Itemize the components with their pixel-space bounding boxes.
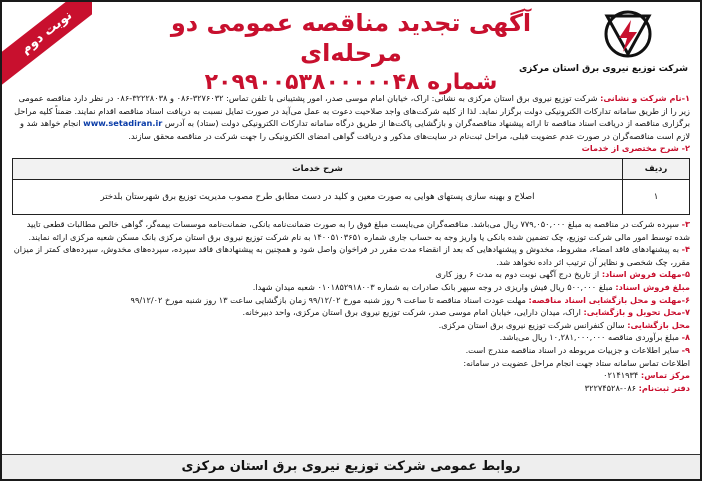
section-7-text: مهلت عودت اسناد مناقصه تا ساعت ۹ روز شنبه مورخ ۹۹/۱۲/۰۲ زمان بازگشایی ساعت ۱۳ روز شنبه مورخ ۹۹/۱۲/۰۲ (130, 294, 526, 305)
company-logo (518, 8, 688, 74)
section-8-label: ۷-محل تحویل و بازگشایی: (583, 307, 690, 318)
title-block (152, 8, 550, 98)
company-name: شرکت توزیع نیروی برق استان مرکزی (518, 64, 688, 74)
section-2 (12, 142, 690, 155)
section-4 (12, 243, 690, 268)
contact-center-label: مرکز تماس: (640, 370, 690, 381)
contact-center-value: ۰۲۱۴۱۹۳۴ (603, 370, 639, 381)
section-9-label: محل بازگشایی: (627, 319, 690, 330)
section-9 (12, 319, 690, 332)
section-9-text: سالن کنفرانس شرکت توزیع نیروی برق استان مرکزی. (438, 319, 625, 330)
contact-center (12, 369, 690, 381)
table-header-row (13, 158, 690, 179)
section-12-text: اطلاعات تماس سامانه ستاد جهت انجام مراحل عضویت در سامانه: (463, 357, 690, 368)
section-2-label: ۲- شرح مختصری از خدمات (581, 143, 690, 154)
section-12 (12, 357, 690, 370)
lightning-bolt-icon (599, 8, 657, 60)
registration-office-value: ۰۸۶-۳۲۲۷۴۵۲۸ (584, 382, 637, 393)
section-3 (12, 218, 690, 243)
col-header-index: ردیف (623, 158, 690, 179)
section-1-text-a: شرکت توزیع نیروی برق استان مرکزی به نشانی: اراک، خیابان امام موسی صدر، امور پشتیبانی با تلفن تماس: ۳۲۷۶۰۳۲-۰۸۶ و ۳۲۲۲۸۰۳۸-۰۸۶ در نظر دارد مناقصه عمومی زیر را از طریق سامانه تدارکات الکترونیکی دولت برگزار نماید. لذا از کلیه شرکت‌های واجد صلاحیت دعوت به عمل می‌آید در صورت تمایل نسبت به دریافت اسناد مناقصه اقدام نمایند. ضمناً کلیه مراحل برگزاری مناقصه از دریافت اسناد مناقصه تا ارائه پیشنهاد مناقصه‌گران و بازگشایی پاکت‌ها از طریق درگاه سامانه تدارکات الکترونیکی دولت (ستاد) به آدرس (14, 93, 690, 129)
notice-header (2, 2, 700, 95)
section-5-text: از تاریخ درج آگهی نوبت دوم به مدت ۶ روز کاری (435, 269, 600, 280)
section-6-label: مبلغ فروش اسناد: (615, 281, 690, 292)
notice-title: آگهی تجدید مناقصه عمومی دو مرحله‌ای (170, 9, 532, 67)
section-3-label: ۳- (681, 218, 690, 229)
col-header-description: شرح خدمات (13, 158, 623, 179)
section-5-label: ۵-مهلت فروش اسناد: (601, 269, 690, 280)
section-6-text: مبلغ ۵۰۰,۰۰۰ ریال فیش واریزی در وجه سپهر بانک صادرات به شماره ۰۱۰۱۸۵۲۹۱۸۰۰۳ شعبه میدان شهدا. (252, 281, 613, 292)
section-1-text-b: انجام خواهد شد و لازم است مناقصه‌گران در صورت عدم عضویت قبلی، مراحل ثبت‌نام در سایت‌های مذکور و دریافت گواهی امضای الکترونیکی را جهت شرکت در مناقصه محقق سازند. (20, 118, 690, 141)
section-5 (12, 268, 690, 281)
section-8-text: اراک، میدان دارایی، خیابان امام موسی صدر، شرکت توزیع نیروی برق استان مرکزی، واحد دبیرخانه. (242, 307, 581, 318)
table-row (13, 179, 690, 214)
setad-link[interactable]: www.setadiran.ir (83, 118, 163, 129)
section-11 (12, 344, 690, 357)
section-4-label: ۴- (681, 244, 690, 255)
section-10-label: ۸- (681, 332, 690, 343)
row-index: ۱ (623, 179, 690, 214)
registration-office-label: دفتر ثبت‌نام: (638, 382, 690, 393)
notice-body (2, 92, 700, 394)
section-11-text: سایر اطلاعات و جزییات مربوطه در اسناد مناقصه مندرج است. (465, 344, 679, 355)
public-relations-footer: روابط عمومی شرکت توزیع نیروی برق استان مرکزی (2, 454, 700, 479)
contact-info (12, 369, 690, 394)
tender-number: شماره ۲۰۹۹۰۰۵۳۸۰۰۰۰۰۴۸ (204, 70, 498, 95)
section-6 (12, 281, 690, 294)
round-ribbon: نوبت دوم (2, 2, 92, 89)
services-table (12, 158, 690, 215)
registration-office (12, 382, 690, 394)
section-10 (12, 331, 690, 344)
section-8 (12, 306, 690, 319)
section-1 (12, 92, 690, 142)
section-7-label: ۶-مهلت و محل بازگشایی اسناد مناقصه: (528, 294, 690, 305)
section-11-label: ۹- (681, 344, 690, 355)
section-1-label: ۱-نام شرکت و نشانی: (600, 93, 690, 103)
row-description: اصلاح و بهینه سازی پستهای هوایی به صورت معین و کلید در دست مطابق طرح مصوب مدیریت توزیع برق شهرستان بلدختر (13, 179, 623, 214)
section-4-text: به پیشنهادهای فاقد امضاء، مشروط، مخدوش و پیشنهادهایی که بعد از انقضاء مدت مقرر در فراخوان واصل شود و همچنین به پیشنهادهای فاقد سپرده، سپرده‌های مخدوش، سپرده‌های کمتر از میزان مقرر، چک شخصی و نظایر آن ترتیب اثر داده نخواهد شد. (13, 244, 690, 267)
section-10-text: مبلغ برآوردی مناقصه ۱۰,۲۸۱,۰۰۰,۰۰۰ ریال می‌باشد. (499, 332, 679, 343)
section-3-text: سپرده شرکت در مناقصه به مبلغ ۷۷۹,۰۵۰,۰۰۰ ریال می‌باشد. مناقصه‌گران می‌بایست مبلغ فوق را به صورت ضمانت‌نامه بانکی، ضمانت‌نامه موسسات بیمه‌گر، گواهی خالص مطالبات قطعی تایید شده توسط امور مالی شرکت توزیع، چک تضمین شده بانکی یا واریز وجه به حساب جاری شماره ۱۴۰۰۵۱۰۳۶۵۱ به نام شرکت توزیع نیروی برق استان مرکزی بانک مسکن شعبه مرکزی ارائه نمایند. (26, 218, 690, 242)
section-7 (12, 294, 690, 307)
